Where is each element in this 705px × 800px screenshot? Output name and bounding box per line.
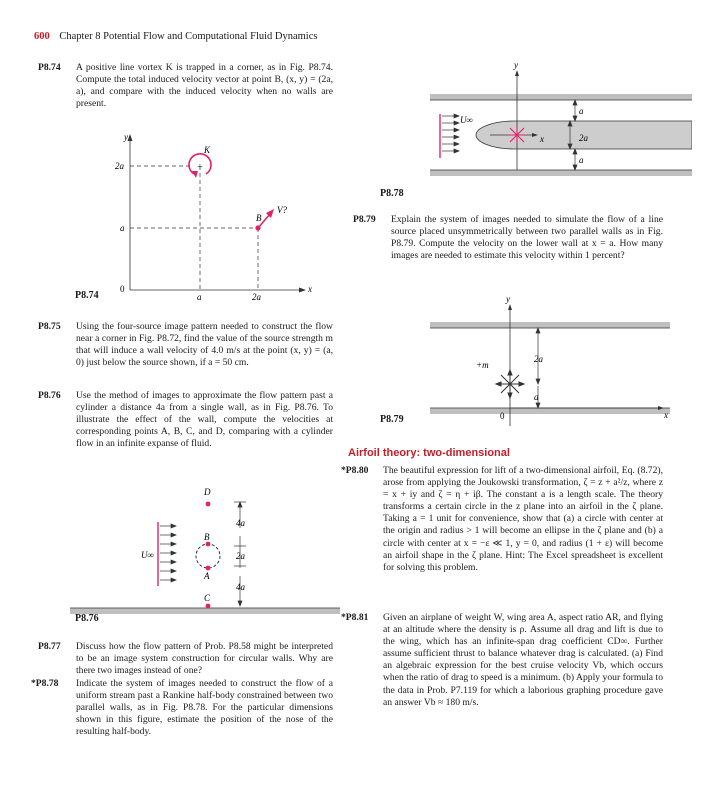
label-u: U∞: [141, 550, 154, 560]
label-y: y: [506, 296, 510, 304]
point-b-dot: [206, 542, 211, 547]
dim-a-bottom: a: [579, 155, 584, 165]
cylinder: [196, 544, 220, 568]
problem-number: P8.75: [38, 321, 61, 332]
source-star: [508, 126, 526, 144]
point-d-dot: [206, 502, 211, 507]
chapter-title: Chapter 8 Potential Flow and Computational Fluid Dynamics: [59, 31, 318, 42]
point-c-dot: [206, 604, 211, 609]
figure-p879: [430, 296, 670, 431]
problem-text: Use the method of images to approximate the flow pattern past a cylinder a distance 4a from a single wall, as in Fig. P8.76. To illustrate the effect of the wall, compute the velocities at corresponding points A, B, C, and D, comparing with a cylinder flow in an infinite expanse of fluid.: [76, 390, 333, 450]
problem-number: P8.76: [38, 390, 61, 401]
label-k: K: [204, 145, 211, 155]
problem-p880: [341, 465, 663, 574]
problem-p879: [353, 214, 663, 262]
y-axis-arrowhead: [515, 70, 519, 76]
problem-p876: [38, 390, 333, 450]
dim-2a: 2a: [579, 133, 588, 143]
label-zero: 0: [500, 411, 505, 421]
point-a-dot: [206, 566, 211, 571]
dim-4a-top: 4a: [236, 518, 245, 528]
problem-number: P8.77: [38, 641, 61, 652]
problem-text: Explain the system of images needed to simulate the flow of a line source placed unsymmetrically between two parallel walls as in Fig. P8.79. Compute the velocity on the lower wall at x = a. How many images are needed to estimate this velocity within 1 percent?: [391, 214, 663, 262]
problem-text: Given an airplane of weight W, wing area A, aspect ratio AR, and flying at an altitude where the density is ρ. Assume all drag and lift is due to the wing, which has an infinite-span drag coefficient CD∞. Further assume sufficient thrust to balance whatever drag is calculated. (a) Find an algebraic expression for the best cruise velocity Vb, which occurs when the ratio of drag to speed is a minimum. (b) Apply your formula to the data in Prob. P7.119 for which a laborious graphing procedure gave an answer Vb ≈ 180 m/s.: [383, 612, 663, 708]
tick-a-y: a: [120, 223, 125, 233]
dim-a-top: a: [579, 106, 584, 116]
label-y: y: [124, 132, 128, 142]
figure-caption-p876: P8.76: [75, 613, 99, 624]
problem-number: *P8.78: [31, 678, 59, 689]
label-x: x: [540, 134, 544, 144]
figure-caption-p878: P8.78: [380, 188, 404, 199]
dim-2a: 2a: [236, 551, 245, 561]
figure-caption-p874: P8.74: [75, 290, 99, 301]
problem-p877: [38, 641, 333, 677]
problem-text: A positive line vortex K is trapped in a corner, as in Fig. P8.74. Compute the total induced velocity vector at point B, (x, y) = (2a, a), and compare with the induced velocity when no walls are present.: [76, 62, 333, 110]
uniform-stream-arrows: [158, 522, 176, 586]
problem-p881: [341, 612, 663, 709]
problem-text: Using the four-source image pattern needed to construct the flow near a corner in Fig. P8.72, find the value of the source strength m that will induce a wall velocity of 4.0 m/s at the point (x, y) = (a, 0) just below the source shown, if a = 50 cm.: [76, 321, 333, 369]
source-star: [496, 370, 524, 398]
figure-p876: [70, 480, 340, 620]
label-a: A: [204, 571, 210, 581]
tick-2a-x: 2a: [252, 292, 261, 302]
figure-p874: [110, 130, 330, 305]
problem-text: Indicate the system of images needed to construct the flow of a uniform stream past a Rankine half-body constrained between two parallel walls, as in Fig. P8.78. For the particular dimensions shown in this figure, estimate the position of the nose of the resulting half-body.: [76, 678, 333, 738]
wall: [70, 608, 340, 614]
label-b: B: [256, 213, 262, 223]
problem-p874: [38, 62, 333, 110]
problem-p878: [31, 678, 333, 738]
dim-2a: 2a: [534, 354, 543, 364]
problem-number: P8.79: [353, 214, 376, 225]
figure-p878: [430, 62, 692, 182]
page-number: 600: [34, 31, 50, 42]
label-u: U∞: [460, 115, 473, 125]
page-header: [34, 31, 317, 42]
tick-2a-y: 2a: [115, 161, 124, 171]
label-source-m: +m: [476, 360, 489, 370]
problem-p875: [38, 321, 333, 369]
label-x: x: [664, 410, 668, 420]
label-b: B: [204, 532, 210, 542]
dim-4a-bottom: 4a: [236, 582, 245, 592]
lower-wall: [430, 170, 692, 176]
problem-text: The beautiful expression for lift of a two-dimensional airfoil, Eq. (8.72), arose from applying the Joukowski transformation, ζ = z + a²/z, where z = x + iy and ζ = η + iβ. The constant a is a length scale. The theory transforms a certain circle in the z plane into an airfoil in the ζ plane. Taking a = 1 unit for convenience, show that (a) a circle with center at the origin and radius > 1 will become an ellipse in the ζ plane and (b) a circle with center at x = −ε ≪ 1, y = 0, and radius (1 + ε) will become an airfoil shape in the ζ plane. Hint: The Excel spreadsheet is excellent for solving this problem.: [383, 465, 663, 573]
x-axis-arrowhead: [299, 288, 306, 293]
y-axis-arrowhead: [128, 134, 133, 141]
tick-a-x: a: [197, 292, 202, 302]
y-axis-arrowhead: [508, 304, 512, 310]
label-d: D: [204, 487, 211, 497]
figure-caption-p879: P8.79: [380, 414, 404, 425]
label-c: C: [204, 593, 211, 603]
problem-number: *P8.80: [341, 465, 369, 476]
problem-number: P8.74: [38, 62, 61, 73]
label-v: V?: [277, 205, 287, 215]
tick-zero: 0: [120, 284, 125, 294]
section-title: Airfoil theory: two-dimensional: [348, 447, 510, 459]
label-x: x: [308, 284, 312, 294]
label-y: y: [514, 62, 518, 70]
upper-wall: [430, 94, 692, 100]
vortex-center-marker: +: [197, 162, 203, 173]
problem-number: *P8.81: [341, 612, 369, 623]
uniform-stream-arrows: [440, 114, 459, 158]
upper-wall: [430, 322, 670, 328]
dim-a: a: [534, 392, 539, 402]
lower-wall: [430, 408, 670, 414]
problem-text: Discuss how the flow pattern of Prob. P8.58 might be interpreted to be an image system construction for circular walls. Why are there two images instead of one?: [76, 641, 333, 677]
